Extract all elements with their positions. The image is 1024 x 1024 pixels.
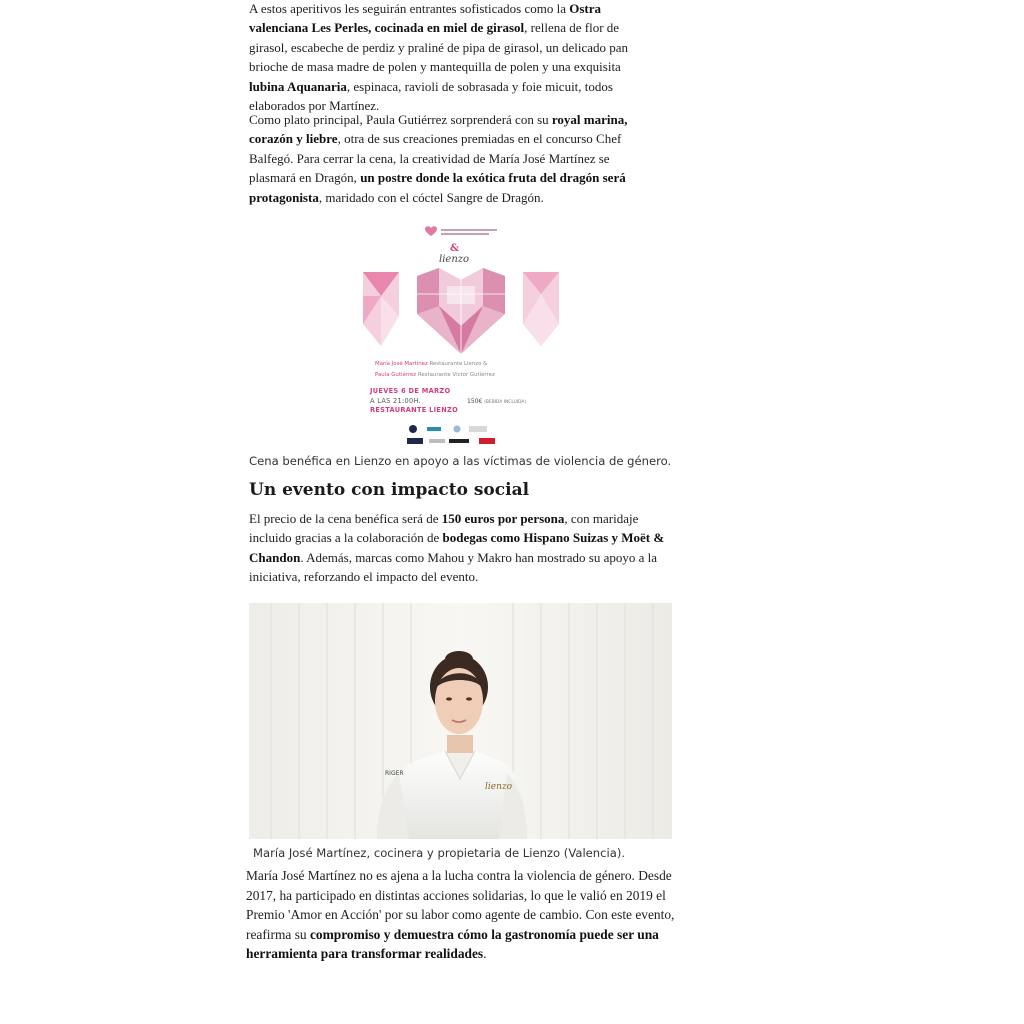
poster-chefs [375,359,495,381]
time-line: A LAS 21:00H. [370,396,422,405]
venue-line: RESTAURANTE LIENZO [370,406,459,415]
paragraph-precio [249,509,669,587]
poster-date [370,387,458,416]
jacket-logo-right: lienzo [485,782,513,792]
poster-caption: Cena benéfica en Lienzo en apoyo a las víctimas de violencia de género. [249,454,672,468]
text: A estos aperitivos les seguirán entrantes sofisticados como la [249,1,570,16]
text: , con maridaje incluido gracias a la colaboración de [249,511,639,546]
chef-restaurant: Restaurante Lienzo & [429,361,488,367]
sponsor-logos [407,424,517,446]
bold-text: 150 euros por persona [441,511,565,526]
text: , otra de sus creaciones premiadas en el concurso Chef Balfegó. Para cerrar la cena, la creatividad de María José Martínez se plasmará en Dragón, [249,131,622,186]
bold-text: lubina Aquanaria [249,78,347,94]
bold-text: bodegas como Hispano Suizas y Moët & Chandon [249,530,665,565]
bold-text: Ostra valenciana Les Perles, cocinada en miel de girasol [249,1,602,36]
jacket-logo-left: RIGER [385,770,404,777]
bold-text: royal marina, corazón y liebre [249,112,628,147]
poster-logo [423,224,503,240]
text: El precio de la cena benéfica será de [249,511,442,526]
bold-text: un postre donde la exótica fruta del dragón será protagonista [249,170,626,205]
poster-lienzo-logo: lienzo [439,254,470,265]
photo-caption: María José Martínez, cocinera y propietaria de Lienzo (Valencia). [253,846,626,860]
poster-heart-art [361,266,561,356]
text: . Además, marcas como Mahou y Makro han mostrado su apoyo a la iniciativa, reforzando el impacto del evento. [249,549,658,585]
event-poster [361,212,561,448]
text: Como plato principal, Paula Gutiérrez sorprenderá con su [249,112,552,127]
section-heading: Un evento con impacto social [249,480,530,500]
chef-photo [249,603,672,839]
price: 150€ [467,398,483,405]
paragraph-entrantes [249,0,659,115]
text: María José Martínez no es ajena a la lucha contra la violencia de género. Desde 2017, ha participado en distintas acciones solidarias, lo que le valió en 2019 el Premio 'Amor en Acción' por su labor como agente de cambio. Con este evento, reafirma su [246,868,675,942]
text: , espinaca, ravioli de sobrasada y foie micuit, todos elaborados por Martínez. [249,78,613,114]
date-line: JUEVES 6 DE MARZO [370,387,451,395]
paragraph-plato-principal [249,110,659,207]
paragraph-compromiso [246,866,676,964]
text: , maridado con el cóctel Sangre de Dragón. [318,189,544,205]
price-note: (BEBIDA INCLUIDA) [484,400,527,405]
chef-restaurant: Restaurante Víctor Gutiérrez [417,372,495,378]
poster-price [467,398,526,405]
poster-ampersand: & [450,243,460,254]
chef-name: Paula Gutiérrez [375,372,417,378]
chef-name: María José Martínez [375,361,428,367]
text: . [483,946,487,962]
text: , rellena de flor de girasol, escabeche de perdiz y praliné de pipa de girasol, un delicado pan brioche de masa madre de polen y mantequilla de polen y una exquisita [249,20,629,75]
bold-text: compromiso y demuestra cómo la gastronomía puede ser una herramienta para transformar realidades [246,926,659,962]
